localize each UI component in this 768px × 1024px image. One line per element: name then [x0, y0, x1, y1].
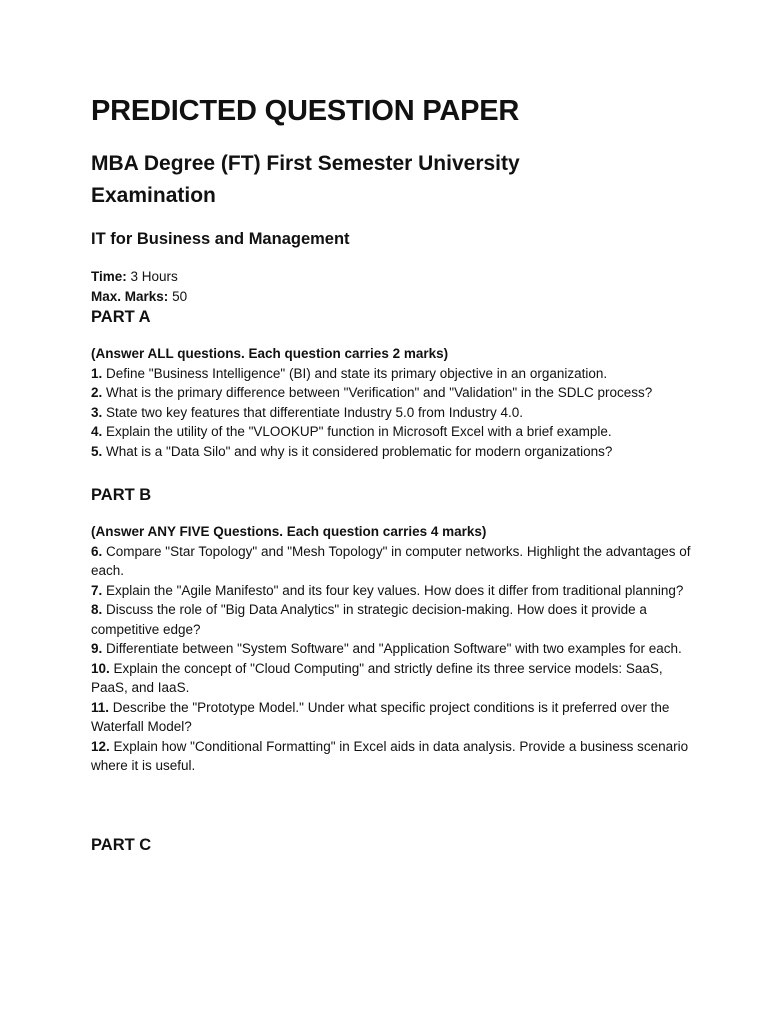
question-item	[91, 581, 691, 601]
part-a-instructions: (Answer ALL questions. Each question carries 2 marks)	[91, 346, 449, 361]
exam-meta	[91, 267, 691, 306]
question-number: 8.	[91, 602, 103, 617]
course-name: IT for Business and Management	[91, 230, 350, 248]
part-c-heading: PART C	[91, 835, 152, 854]
question-item	[91, 422, 691, 442]
question-text: Describe the "Prototype Model." Under what specific project conditions is it preferred over the Waterfall Model?	[91, 699, 670, 734]
part-b-heading: PART B	[91, 486, 152, 504]
part-c-section	[91, 834, 691, 856]
question-item	[91, 442, 691, 462]
question-number: 12.	[91, 738, 110, 754]
exam-subtitle: MBA Degree (FT) First Semester University Examination	[91, 152, 520, 207]
part-b-section	[91, 484, 691, 776]
question-number: 11.	[91, 699, 110, 715]
question-item	[91, 542, 691, 581]
question-text: What is a "Data Silo" and why is it considered problematic for modern organizations?	[106, 443, 613, 459]
question-item	[91, 639, 691, 659]
question-item	[91, 698, 691, 737]
question-number: 9.	[91, 641, 103, 656]
question-text: State two key features that differentiate Industry 5.0 from Industry 4.0.	[106, 404, 524, 420]
document-title: PREDICTED QUESTION PAPER	[91, 95, 520, 127]
question-text: Explain the concept of "Cloud Computing" and strictly define its three service models: SaaS, PaaS, and IaaS.	[91, 660, 663, 695]
question-number: 4.	[91, 424, 103, 439]
question-text: Explain how "Conditional Formatting" in Excel aids in data analysis. Provide a business scenario where it is useful.	[91, 738, 689, 773]
question-number: 5.	[91, 443, 103, 459]
part-a-question-list	[91, 364, 691, 462]
question-item	[91, 403, 691, 423]
question-number: 1.	[91, 365, 103, 381]
question-text: Differentiate between "System Software" and "Application Software" with two examples for each.	[106, 641, 682, 656]
time-label: Time:	[91, 269, 127, 284]
question-item	[91, 364, 691, 384]
time-row	[91, 267, 691, 287]
document-page	[91, 92, 691, 856]
question-number: 2.	[91, 385, 103, 400]
question-number: 7.	[91, 582, 103, 598]
part-a-section	[91, 306, 691, 461]
part-a-heading: PART A	[91, 308, 151, 326]
question-text: What is the primary difference between "Verification" and "Validation" in the SDLC process?	[106, 385, 653, 400]
question-text: Discuss the role of "Big Data Analytics" in strategic decision-making. How does it provide a competitive edge?	[91, 602, 647, 637]
question-item	[91, 383, 691, 403]
question-item	[91, 659, 691, 698]
question-item	[91, 737, 691, 776]
question-text: Define "Business Intelligence" (BI) and state its primary objective in an organization.	[106, 365, 608, 381]
part-b-instructions: (Answer ANY FIVE Questions. Each question carries 4 marks)	[91, 524, 487, 539]
question-number: 3.	[91, 404, 103, 420]
question-text: Compare "Star Topology" and "Mesh Topology" in computer networks. Highlight the advantages of each.	[91, 543, 691, 578]
question-item	[91, 600, 691, 639]
part-b-question-list	[91, 542, 691, 776]
question-number: 10.	[91, 660, 110, 676]
question-text: Explain the utility of the "VLOOKUP" function in Microsoft Excel with a brief example.	[106, 424, 612, 439]
question-text: Explain the "Agile Manifesto" and its four key values. How does it differ from traditional planning?	[106, 582, 684, 598]
max-marks-row	[91, 287, 691, 307]
question-number: 6.	[91, 543, 103, 559]
max-marks-label: Max. Marks:	[91, 288, 169, 304]
time-value: 3 Hours	[130, 269, 178, 284]
max-marks-value: 50	[172, 288, 188, 304]
